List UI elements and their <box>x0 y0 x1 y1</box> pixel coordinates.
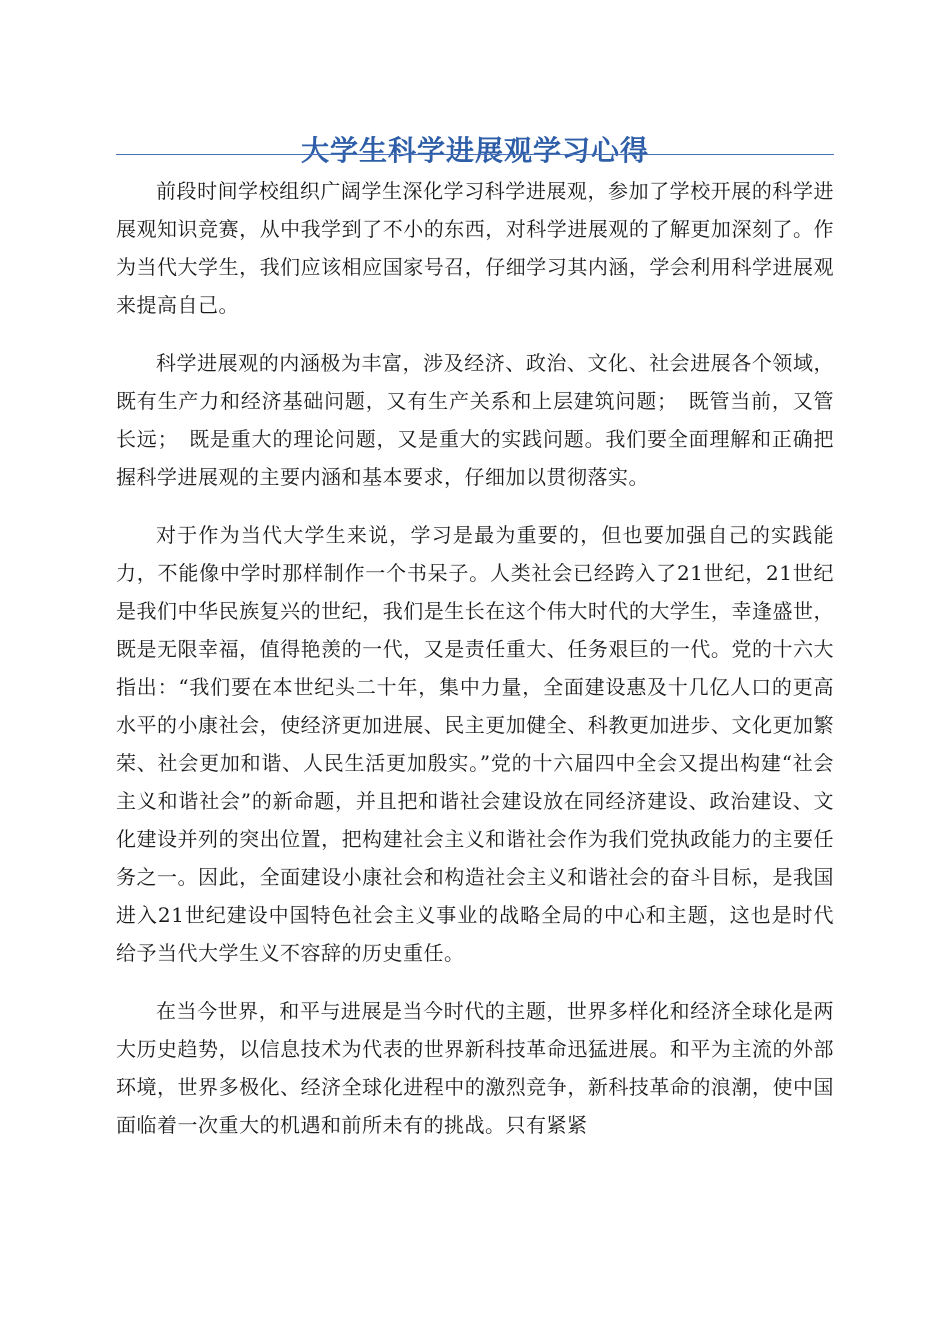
paragraph-4: 在当今世界，和平与进展是当今时代的主题，世界多样化和经济全球化是两大历史趋势，以信息技术为代表的世界新科技革命迅猛进展。和平为主流的外部环境，世界多极化、经济全球化进程中的激烈竞争，新科技革命的浪潮，使中国面临着一次重大的机遇和前所未有的挑战。只有紧紧 <box>116 999 834 1137</box>
document-title: 大学生科学进展观学习心得 <box>300 133 649 167</box>
paragraph-2: 科学进展观的内涵极为丰富，涉及经济、政治、文化、社会进展各个领域，既有生产力和经济基础问题，又有生产关系和上层建筑问题； 既管当前，又管长远； 既是重大的理论问题，又是重大的实践问题。我们要全面理解和正确把握科学进展观的主要内涵和基本要求，仔细加以贯彻落实。 <box>116 351 834 489</box>
paragraph-1: 前段时间学校组织广阔学生深化学习科学进展观，参加了学校开展的科学进展观知识竞赛，从中我学到了不小的东西，对科学进展观的了解更加深刻了。作为当代大学生，我们应该相应国家号召，仔细学习其内涵，学会利用科学进展观来提高自己。 <box>116 179 834 317</box>
paragraph-3: 对于作为当代大学生来说，学习是最为重要的，但也要加强自己的实践能力，不能像中学时那样制作一个书呆子。人类社会已经跨入了21世纪，21世纪是我们中华民族复兴的世纪，我们是生长在这个伟大时代的大学生，幸逢盛世，既是无限幸福，值得艳羡的一代，又是责任重大、任务艰巨的一代。党的十六大指出：“我们要在本世纪头二十年，集中力量，全面建设惠及十几亿人口的更高水平的小康社会，使经济更加进展、民主更加健全、科教更加进步、文化更加繁荣、社会更加和谐、人民生活更加殷实。”党的十六届四中全会又提出构建“社会主义和谐社会”的新命题，并且把和谐社会建设放在同经济建设、政治建设、文化建设并列的突出位置，把构建社会主义和谐社会作为我们党执政能力的主要任务之一。因此，全面建设小康社会和构造社会主义和谐社会的奋斗目标，是我国进入21世纪建设中国特色社会主义事业的战略全局的中心和主题，这也是时代给予当代大学生义不容辞的历史重任。 <box>116 523 834 965</box>
title-underline <box>116 154 834 155</box>
document-body <box>116 172 834 1164</box>
